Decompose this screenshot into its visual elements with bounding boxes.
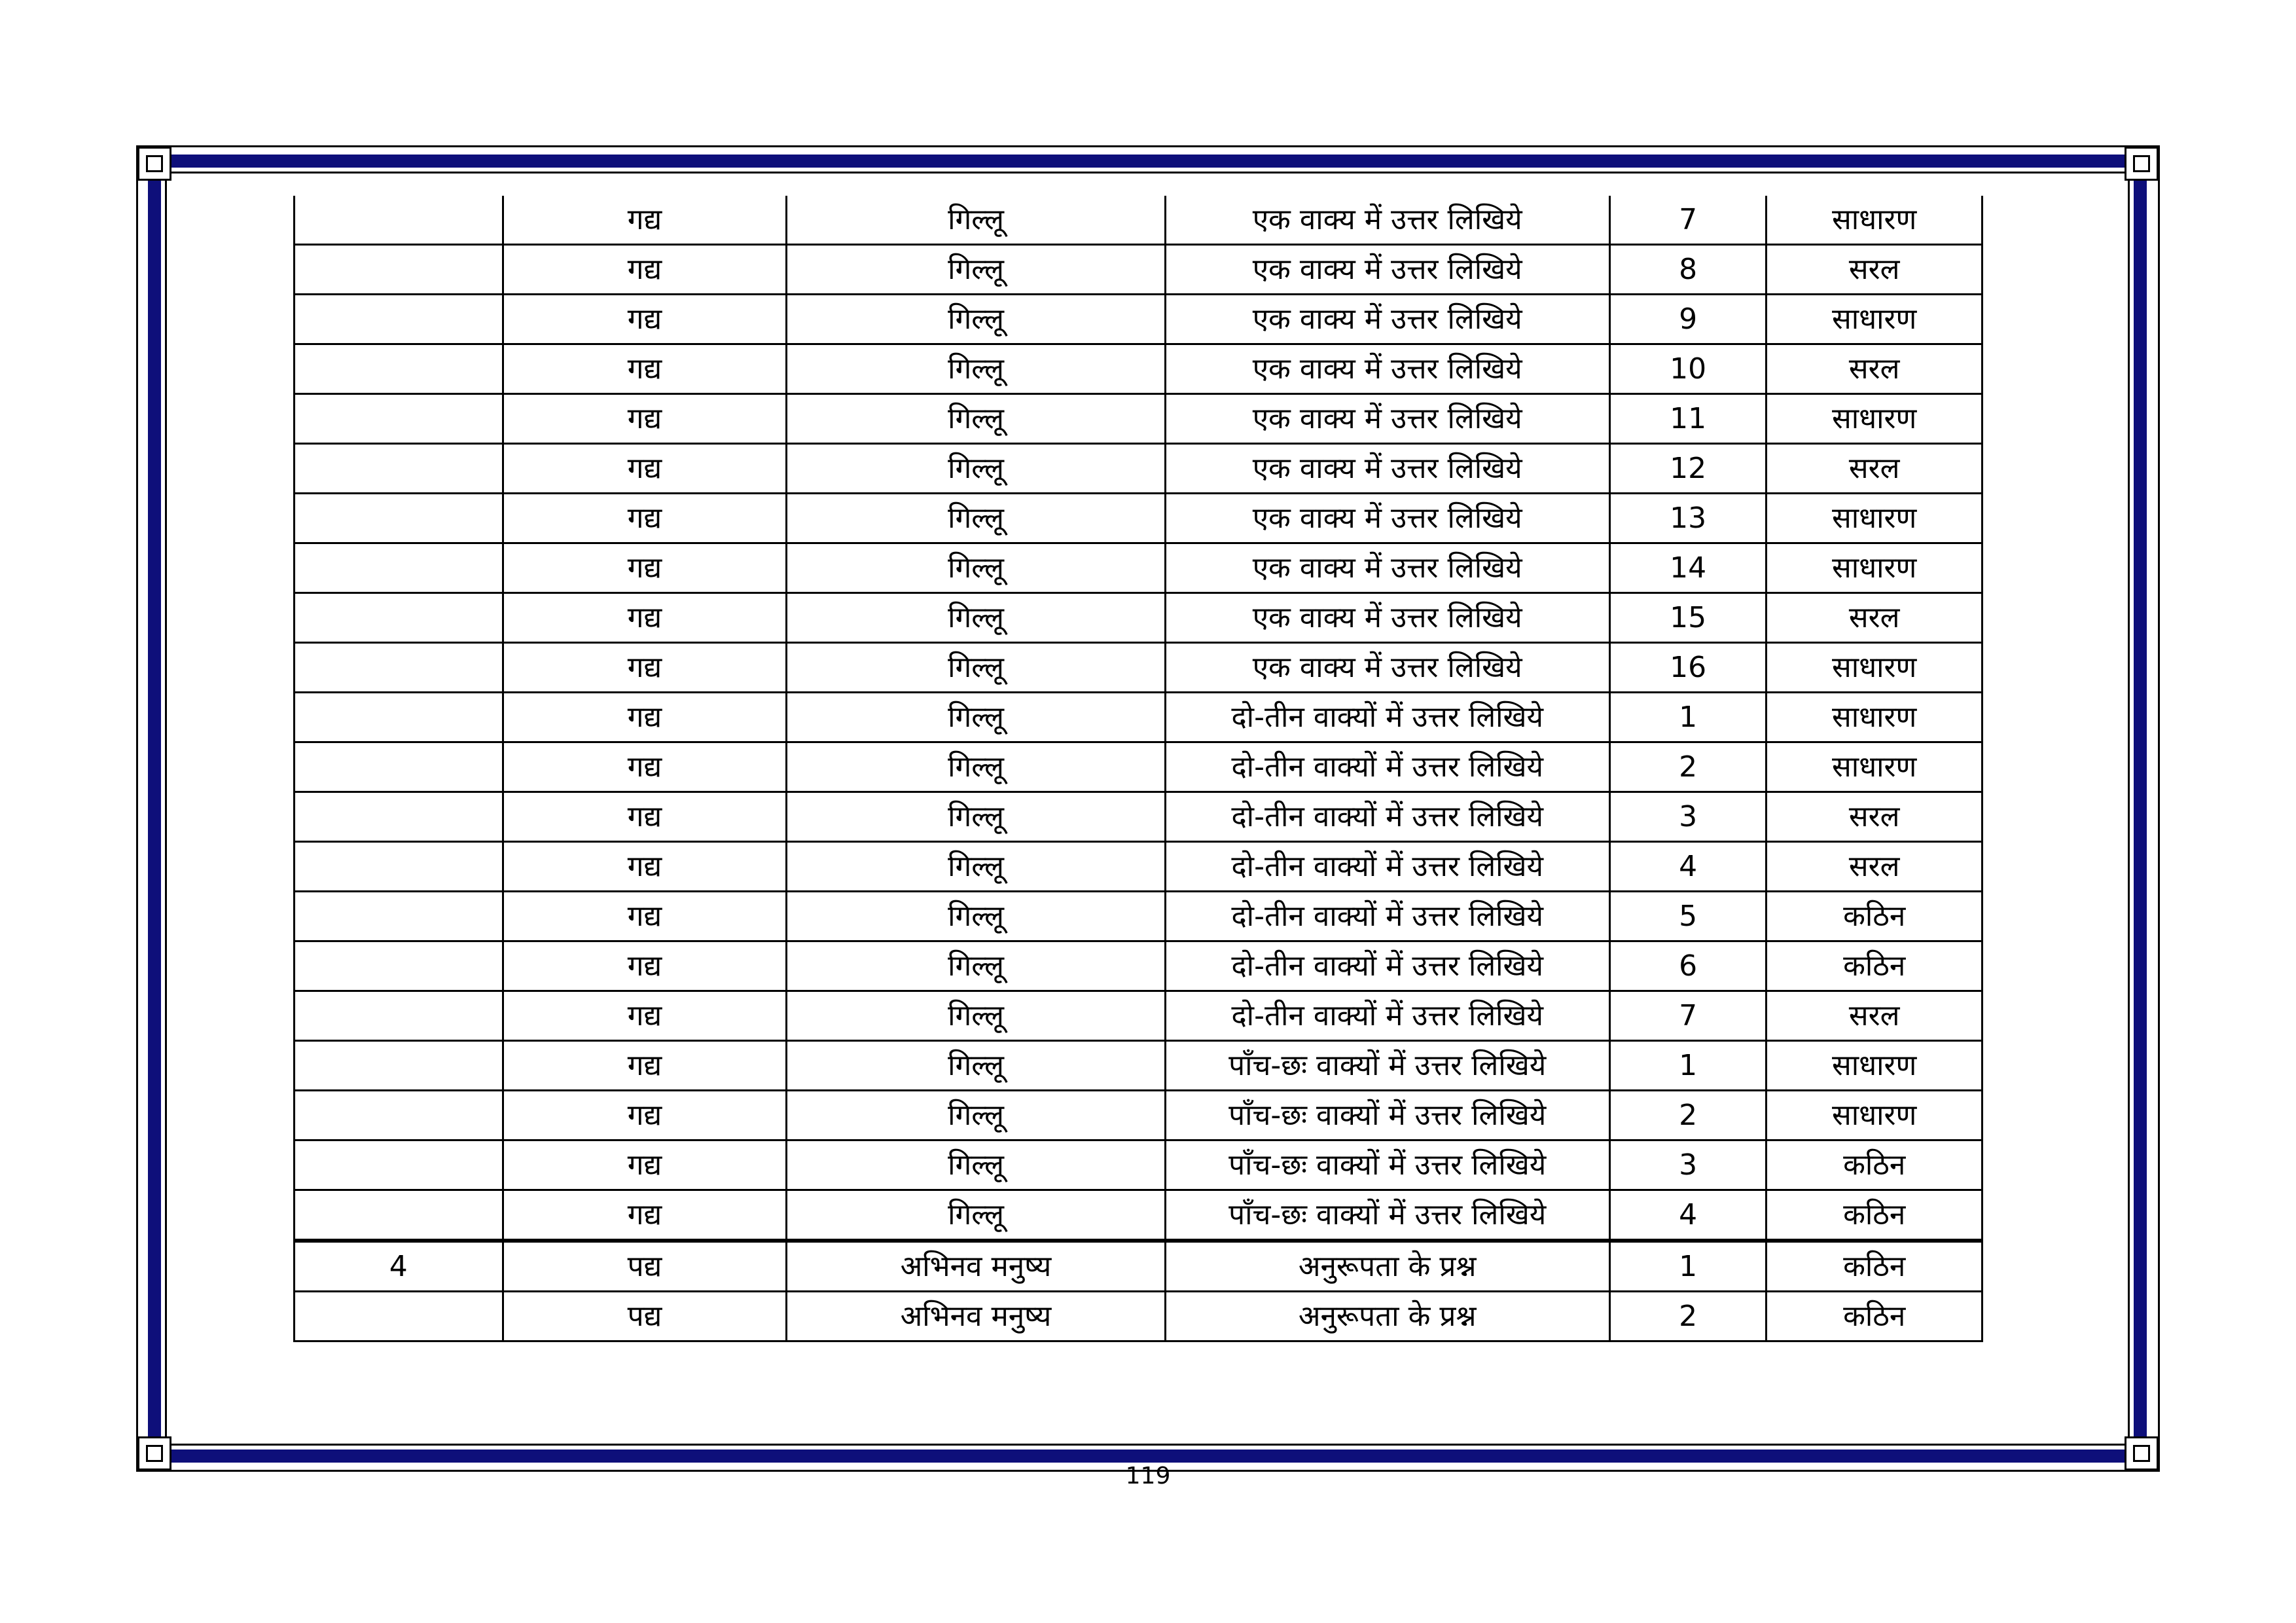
page-number: 119 (1125, 1463, 1171, 1489)
question-type-cell: दो-तीन वाक्यों में उत्तर लिखिये (1165, 941, 1609, 991)
question-type-cell: एक वाक्य में उत्तर लिखिये (1165, 494, 1609, 543)
question-type-cell: एक वाक्य में उत्तर लिखिये (1165, 245, 1609, 295)
lesson-name-cell: गिल्लू (787, 494, 1165, 543)
lesson-name-cell: गिल्लू (787, 842, 1165, 892)
difficulty-level-cell: साधारण (1767, 295, 1982, 344)
lesson-name-cell: गिल्लू (787, 593, 1165, 643)
question-type-cell: अनुरूपता के प्रश्न (1165, 1292, 1609, 1341)
difficulty-level-cell: सरल (1767, 444, 1982, 494)
table-row (295, 1140, 1982, 1190)
table-row (295, 1241, 1982, 1292)
lesson-name-cell: गिल्लू (787, 245, 1165, 295)
question-number-cell: 8 (1609, 245, 1766, 295)
question-number-cell: 10 (1609, 344, 1766, 394)
difficulty-level-cell: सरल (1767, 991, 1982, 1041)
table-body (295, 196, 1982, 1341)
text-type-cell: गद्य (503, 792, 787, 842)
text-type-cell: गद्य (503, 245, 787, 295)
lesson-name-cell: गिल्लू (787, 394, 1165, 444)
question-number-cell: 6 (1609, 941, 1766, 991)
question-number-cell: 2 (1609, 1091, 1766, 1140)
question-type-cell: दो-तीन वाक्यों में उत्तर लिखिये (1165, 792, 1609, 842)
lesson-number-cell (295, 643, 503, 693)
question-type-cell: एक वाक्य में उत्तर लिखिये (1165, 394, 1609, 444)
lesson-number-cell (295, 444, 503, 494)
question-number-cell: 16 (1609, 643, 1766, 693)
frame-corner-ornament (137, 147, 171, 181)
difficulty-level-cell: सरल (1767, 842, 1982, 892)
difficulty-level-cell: साधारण (1767, 1091, 1982, 1140)
question-type-cell: एक वाक्य में उत्तर लिखिये (1165, 295, 1609, 344)
table-row (295, 643, 1982, 693)
question-number-cell: 4 (1609, 842, 1766, 892)
difficulty-level-cell: कठिन (1767, 1140, 1982, 1190)
question-type-cell: पाँच-छः वाक्यों में उत्तर लिखिये (1165, 1041, 1609, 1091)
lesson-number-cell (295, 892, 503, 941)
lesson-name-cell: गिल्लू (787, 444, 1165, 494)
text-type-cell: गद्य (503, 941, 787, 991)
table-row (295, 742, 1982, 792)
lesson-number-cell: 4 (295, 1241, 503, 1292)
lesson-name-cell: गिल्लू (787, 941, 1165, 991)
lesson-name-cell: अभिनव मनुष्य (787, 1292, 1165, 1341)
question-type-cell: दो-तीन वाक्यों में उत्तर लिखिये (1165, 991, 1609, 1041)
lesson-name-cell: गिल्लू (787, 991, 1165, 1041)
lesson-name-cell: गिल्लू (787, 792, 1165, 842)
lesson-name-cell: गिल्लू (787, 1091, 1165, 1140)
text-type-cell: गद्य (503, 842, 787, 892)
text-type-cell: पद्य (503, 1241, 787, 1292)
lesson-number-cell (295, 494, 503, 543)
question-number-cell: 3 (1609, 1140, 1766, 1190)
question-number-cell: 5 (1609, 892, 1766, 941)
text-type-cell: गद्य (503, 1091, 787, 1140)
text-type-cell: गद्य (503, 1140, 787, 1190)
text-type-cell: गद्य (503, 742, 787, 792)
question-type-cell: दो-तीन वाक्यों में उत्तर लिखिये (1165, 892, 1609, 941)
question-number-cell: 15 (1609, 593, 1766, 643)
lesson-number-cell (295, 941, 503, 991)
lesson-name-cell: गिल्लू (787, 892, 1165, 941)
lesson-number-cell (295, 245, 503, 295)
difficulty-level-cell: साधारण (1767, 1041, 1982, 1091)
table-row (295, 1190, 1982, 1241)
table-row (295, 196, 1982, 245)
lesson-name-cell: गिल्लू (787, 344, 1165, 394)
table-row (295, 1091, 1982, 1140)
text-type-cell: गद्य (503, 892, 787, 941)
lesson-number-cell (295, 1140, 503, 1190)
question-number-cell: 13 (1609, 494, 1766, 543)
lesson-name-cell: गिल्लू (787, 1190, 1165, 1241)
question-number-cell: 2 (1609, 742, 1766, 792)
question-number-cell: 1 (1609, 1241, 1766, 1292)
question-number-cell: 14 (1609, 543, 1766, 593)
question-blueprint-table (293, 196, 1983, 1342)
difficulty-level-cell: कठिन (1767, 1292, 1982, 1341)
difficulty-level-cell: कठिन (1767, 1241, 1982, 1292)
difficulty-level-cell: साधारण (1767, 742, 1982, 792)
question-number-cell: 4 (1609, 1190, 1766, 1241)
table-row (295, 344, 1982, 394)
text-type-cell: गद्य (503, 693, 787, 742)
question-number-cell: 12 (1609, 444, 1766, 494)
text-type-cell: गद्य (503, 543, 787, 593)
difficulty-level-cell: सरल (1767, 593, 1982, 643)
table-row (295, 991, 1982, 1041)
difficulty-level-cell: कठिन (1767, 892, 1982, 941)
difficulty-level-cell: सरल (1767, 344, 1982, 394)
table-row (295, 444, 1982, 494)
text-type-cell: गद्य (503, 196, 787, 245)
difficulty-level-cell: साधारण (1767, 196, 1982, 245)
question-type-cell: दो-तीन वाक्यों में उत्तर लिखिये (1165, 742, 1609, 792)
lesson-number-cell (295, 742, 503, 792)
lesson-number-cell (295, 1041, 503, 1091)
question-type-cell: पाँच-छः वाक्यों में उत्तर लिखिये (1165, 1140, 1609, 1190)
difficulty-level-cell: कठिन (1767, 1190, 1982, 1241)
lesson-name-cell: गिल्लू (787, 543, 1165, 593)
text-type-cell: पद्य (503, 1292, 787, 1341)
question-number-cell: 7 (1609, 196, 1766, 245)
frame-corner-ornament (2125, 1436, 2159, 1470)
question-type-cell: दो-तीन वाक्यों में उत्तर लिखिये (1165, 693, 1609, 742)
lesson-name-cell: गिल्लू (787, 196, 1165, 245)
question-type-cell: पाँच-छः वाक्यों में उत्तर लिखिये (1165, 1190, 1609, 1241)
difficulty-level-cell: सरल (1767, 792, 1982, 842)
text-type-cell: गद्य (503, 593, 787, 643)
lesson-number-cell (295, 196, 503, 245)
question-number-cell: 9 (1609, 295, 1766, 344)
question-number-cell: 2 (1609, 1292, 1766, 1341)
frame-corner-ornament (137, 1436, 171, 1470)
lesson-number-cell (295, 1292, 503, 1341)
question-type-cell: एक वाक्य में उत्तर लिखिये (1165, 196, 1609, 245)
table-row (295, 245, 1982, 295)
table-row (295, 842, 1982, 892)
text-type-cell: गद्य (503, 444, 787, 494)
lesson-number-cell (295, 394, 503, 444)
table-row (295, 941, 1982, 991)
lesson-name-cell: गिल्लू (787, 742, 1165, 792)
table-row (295, 593, 1982, 643)
text-type-cell: गद्य (503, 643, 787, 693)
lesson-number-cell (295, 792, 503, 842)
text-type-cell: गद्य (503, 1041, 787, 1091)
question-type-cell: अनुरूपता के प्रश्न (1165, 1241, 1609, 1292)
lesson-number-cell (295, 295, 503, 344)
lesson-number-cell (295, 543, 503, 593)
question-number-cell: 7 (1609, 991, 1766, 1041)
difficulty-level-cell: साधारण (1767, 543, 1982, 593)
lesson-name-cell: अभिनव मनुष्य (787, 1241, 1165, 1292)
lesson-name-cell: गिल्लू (787, 1041, 1165, 1091)
table-row (295, 1292, 1982, 1341)
table-row (295, 494, 1982, 543)
table-row (295, 295, 1982, 344)
difficulty-level-cell: साधारण (1767, 494, 1982, 543)
table-row (295, 792, 1982, 842)
question-number-cell: 1 (1609, 693, 1766, 742)
question-number-cell: 3 (1609, 792, 1766, 842)
lesson-number-cell (295, 593, 503, 643)
question-type-cell: एक वाक्य में उत्तर लिखिये (1165, 444, 1609, 494)
table-row (295, 394, 1982, 444)
lesson-name-cell: गिल्लू (787, 295, 1165, 344)
text-type-cell: गद्य (503, 295, 787, 344)
difficulty-level-cell: साधारण (1767, 693, 1982, 742)
lesson-name-cell: गिल्लू (787, 643, 1165, 693)
difficulty-level-cell: साधारण (1767, 394, 1982, 444)
lesson-number-cell (295, 842, 503, 892)
table-row (295, 543, 1982, 593)
question-type-cell: दो-तीन वाक्यों में उत्तर लिखिये (1165, 842, 1609, 892)
lesson-name-cell: गिल्लू (787, 693, 1165, 742)
table-row (295, 1041, 1982, 1091)
question-number-cell: 1 (1609, 1041, 1766, 1091)
question-number-cell: 11 (1609, 394, 1766, 444)
frame-corner-ornament (2125, 147, 2159, 181)
lesson-number-cell (295, 344, 503, 394)
lesson-number-cell (295, 991, 503, 1041)
text-type-cell: गद्य (503, 991, 787, 1041)
lesson-name-cell: गिल्लू (787, 1140, 1165, 1190)
lesson-number-cell (295, 1091, 503, 1140)
text-type-cell: गद्य (503, 494, 787, 543)
question-type-cell: एक वाक्य में उत्तर लिखिये (1165, 344, 1609, 394)
text-type-cell: गद्य (503, 344, 787, 394)
question-type-cell: एक वाक्य में उत्तर लिखिये (1165, 543, 1609, 593)
difficulty-level-cell: सरल (1767, 245, 1982, 295)
lesson-number-cell (295, 693, 503, 742)
question-type-cell: एक वाक्य में उत्तर लिखिये (1165, 643, 1609, 693)
difficulty-level-cell: साधारण (1767, 643, 1982, 693)
text-type-cell: गद्य (503, 1190, 787, 1241)
question-type-cell: एक वाक्य में उत्तर लिखिये (1165, 593, 1609, 643)
lesson-number-cell (295, 1190, 503, 1241)
table-row (295, 693, 1982, 742)
table-row (295, 892, 1982, 941)
question-type-cell: पाँच-छः वाक्यों में उत्तर लिखिये (1165, 1091, 1609, 1140)
text-type-cell: गद्य (503, 394, 787, 444)
difficulty-level-cell: कठिन (1767, 941, 1982, 991)
